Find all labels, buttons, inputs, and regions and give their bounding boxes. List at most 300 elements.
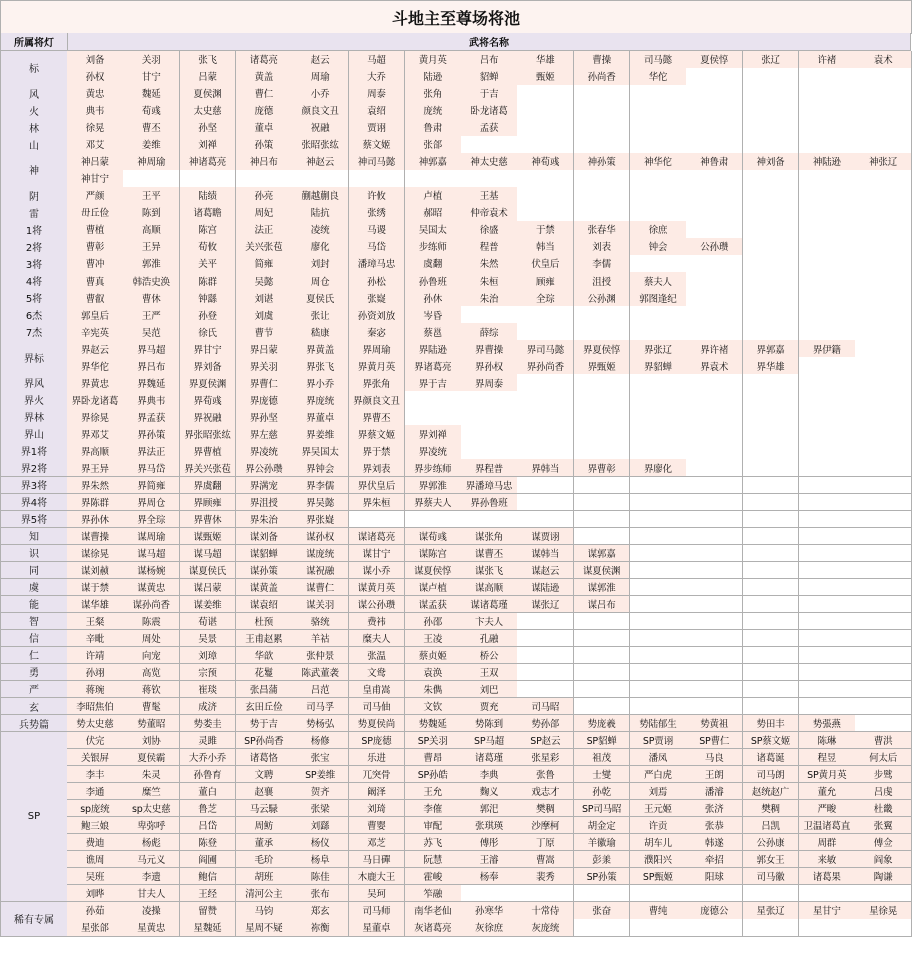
general-name-cell: 曹丕 — [123, 119, 180, 137]
empty-cell — [517, 664, 574, 682]
general-name-cell: 谋马超 — [123, 545, 180, 563]
empty-cell — [743, 681, 800, 699]
general-name-cell: 庞统 — [405, 102, 462, 120]
general-name-cell: 全琮 — [517, 289, 574, 307]
general-name-cell: 势陈到 — [461, 715, 518, 733]
general-name-cell: 太史慈 — [180, 102, 237, 120]
empty-cell — [461, 408, 518, 426]
general-name-cell: 谋甘宁 — [349, 545, 406, 563]
empty-cell — [517, 425, 574, 443]
empty-cell — [686, 187, 743, 205]
general-name-cell: 杜预 — [236, 613, 293, 631]
general-name-cell: 曹洪 — [855, 732, 912, 750]
general-name-cell: 谋卢植 — [405, 579, 462, 597]
general-name-cell: 神荀彧 — [517, 153, 574, 171]
general-name-cell: 司马懿 — [630, 51, 687, 69]
empty-cell — [799, 698, 856, 716]
empty-cell — [855, 323, 912, 341]
general-name-cell: 骆统 — [292, 613, 349, 631]
empty-cell — [517, 306, 574, 324]
general-name-cell: 灰徐庶 — [461, 919, 518, 937]
empty-cell — [743, 511, 800, 529]
general-name-cell: 夏侯霸 — [123, 749, 180, 767]
empty-cell — [743, 391, 800, 409]
general-name-cell: 于吉 — [461, 85, 518, 103]
empty-cell — [743, 102, 800, 120]
empty-cell — [630, 681, 687, 699]
empty-cell — [799, 596, 856, 614]
general-name-cell: 界曹操 — [461, 340, 518, 358]
general-name-cell: 吕凯 — [743, 817, 800, 835]
general-name-cell: 陈震 — [123, 613, 180, 631]
general-name-cell: 星董卓 — [349, 919, 406, 937]
empty-cell — [799, 647, 856, 665]
general-name-cell: 张绣 — [349, 204, 406, 222]
empty-cell — [630, 562, 687, 580]
general-name-cell: 界诸葛亮 — [405, 357, 462, 375]
empty-cell — [855, 391, 912, 409]
empty-cell — [855, 698, 912, 716]
empty-cell — [855, 613, 912, 631]
empty-cell — [574, 885, 631, 903]
general-name-cell: 谋姜维 — [180, 596, 237, 614]
empty-cell — [743, 698, 800, 716]
empty-cell — [743, 425, 800, 443]
general-name-cell: 徐晃 — [67, 119, 124, 137]
general-name-cell: 关平 — [180, 255, 237, 273]
empty-cell — [461, 391, 518, 409]
empty-cell — [574, 391, 631, 409]
general-name-cell: 谋刘赪 — [67, 562, 124, 580]
empty-cell — [630, 204, 687, 222]
empty-cell — [855, 477, 912, 495]
general-name-cell: 界吴国太 — [292, 442, 349, 460]
general-name-cell: 木鹿大王 — [349, 868, 406, 886]
empty-cell — [799, 562, 856, 580]
general-name-cell: 何太后 — [855, 749, 912, 767]
general-name-cell: 马钧 — [236, 902, 293, 920]
empty-cell — [799, 374, 856, 392]
general-name-cell: 司马徽 — [743, 868, 800, 886]
general-name-cell: 郭女王 — [743, 851, 800, 869]
general-name-cell: 阳球 — [686, 868, 743, 886]
general-name-cell: 界刘禅 — [405, 425, 462, 443]
general-name-cell: 马云騄 — [236, 800, 293, 818]
group-label: 界5将 — [0, 511, 68, 529]
general-name-cell: 星黄忠 — [123, 919, 180, 937]
empty-cell — [686, 289, 743, 307]
general-name-cell: 张星彩 — [517, 749, 574, 767]
general-name-cell: 界孙休 — [67, 511, 124, 529]
general-name-cell: 界夏侯渊 — [180, 374, 237, 392]
header-row — [0, 33, 911, 51]
general-name-cell: 谋张飞 — [461, 562, 518, 580]
general-name-cell: 张让 — [292, 306, 349, 324]
empty-cell — [799, 408, 856, 426]
general-name-cell: 杨奉 — [461, 868, 518, 886]
group-label: 6杰 — [0, 306, 68, 324]
empty-cell — [855, 255, 912, 273]
general-name-cell: 董允 — [799, 783, 856, 801]
general-name-cell: 神甘宁 — [67, 170, 124, 188]
general-name-cell: 界荀彧 — [180, 391, 237, 409]
general-name-cell: 谋郭嘉 — [574, 545, 631, 563]
empty-cell — [686, 221, 743, 239]
empty-cell — [743, 579, 800, 597]
general-name-cell: 谋关羽 — [292, 596, 349, 614]
general-name-cell: 朱儁 — [405, 681, 462, 699]
general-name-cell: 王基 — [461, 187, 518, 205]
general-name-cell: 周鲂 — [236, 817, 293, 835]
empty-cell — [517, 170, 574, 188]
general-name-cell: 裴秀 — [517, 868, 574, 886]
empty-cell — [855, 374, 912, 392]
general-name-cell: 势于吉 — [236, 715, 293, 733]
empty-cell — [686, 374, 743, 392]
empty-cell — [855, 306, 912, 324]
general-name-cell: 界高顺 — [67, 442, 124, 460]
general-name-cell: 曹植 — [67, 221, 124, 239]
general-name-cell: 曹昂 — [405, 749, 462, 767]
general-name-cell: 濮阳兴 — [630, 851, 687, 869]
general-name-cell: 界吕布 — [123, 357, 180, 375]
general-name-cell: 司马孚 — [292, 698, 349, 716]
general-name-cell: 界甘宁 — [180, 340, 237, 358]
general-name-cell: 戏志才 — [517, 783, 574, 801]
general-name-cell: 谋小乔 — [349, 562, 406, 580]
general-name-cell: 势張燕 — [799, 715, 856, 733]
empty-cell — [743, 477, 800, 495]
general-name-cell: 李通 — [67, 783, 124, 801]
general-name-cell: 马超 — [349, 51, 406, 69]
general-name-cell: 桥公 — [461, 647, 518, 665]
empty-cell — [855, 357, 912, 375]
general-name-cell: 许贡 — [630, 817, 687, 835]
general-name-cell: 谋郭淮 — [574, 579, 631, 597]
general-name-cell: 王平 — [123, 187, 180, 205]
general-name-cell: SP司马昭 — [574, 800, 631, 818]
general-name-cell: 魏延 — [123, 85, 180, 103]
general-name-cell: 谋曹丕 — [461, 545, 518, 563]
empty-cell — [574, 477, 631, 495]
empty-cell — [574, 698, 631, 716]
empty-cell — [630, 613, 687, 631]
group-label: 界2将 — [0, 459, 68, 477]
general-name-cell: 黄月英 — [405, 51, 462, 69]
group-label: 界4将 — [0, 494, 68, 512]
general-name-cell: 刘谌 — [236, 289, 293, 307]
general-name-cell: 谋诸葛亮 — [349, 528, 406, 546]
general-name-cell: 陈群 — [180, 272, 237, 290]
general-name-cell: 星张辽 — [743, 902, 800, 920]
empty-cell — [405, 170, 462, 188]
general-name-cell: 甄姬 — [517, 68, 574, 86]
empty-cell — [799, 477, 856, 495]
general-name-cell: 鲁芝 — [180, 800, 237, 818]
general-name-cell: 伏皇后 — [517, 255, 574, 273]
general-name-cell: 谋曹操 — [67, 528, 124, 546]
general-name-cell: 界黄月英 — [349, 357, 406, 375]
empty-cell — [743, 562, 800, 580]
general-name-cell: 势董昭 — [123, 715, 180, 733]
general-name-cell: 陈武董袭 — [292, 664, 349, 682]
empty-cell — [630, 545, 687, 563]
general-name-cell: 势庞羲 — [574, 715, 631, 733]
empty-cell — [799, 681, 856, 699]
empty-cell — [461, 885, 518, 903]
empty-cell — [574, 323, 631, 341]
general-name-cell: 文聘 — [236, 766, 293, 784]
general-name-cell: 诸葛瞻 — [180, 204, 237, 222]
general-name-cell: 谋张角 — [461, 528, 518, 546]
empty-cell — [574, 408, 631, 426]
general-name-cell: 牵招 — [686, 851, 743, 869]
general-name-cell: 朱治 — [461, 289, 518, 307]
empty-cell — [517, 323, 574, 341]
general-name-cell: 周妃 — [236, 204, 293, 222]
empty-cell — [574, 136, 631, 154]
general-name-cell: 界赵云 — [67, 340, 124, 358]
general-name-cell: 顾雍 — [517, 272, 574, 290]
general-name-cell: 吴班 — [67, 868, 124, 886]
empty-cell — [517, 681, 574, 699]
empty-cell — [461, 170, 518, 188]
general-name-cell: 界郭淮 — [405, 477, 462, 495]
general-name-cell: 陈到 — [123, 204, 180, 222]
general-name-cell: 南华老仙 — [405, 902, 462, 920]
general-name-cell: 韩当 — [517, 238, 574, 256]
general-name-cell: 界张角 — [349, 374, 406, 392]
general-name-cell: 灵雎 — [180, 732, 237, 750]
general-name-cell: 界朱然 — [67, 477, 124, 495]
general-name-cell: sp太史慈 — [123, 800, 180, 818]
general-name-cell: 谋孟获 — [405, 596, 462, 614]
general-name-cell: 韩浩史涣 — [123, 272, 180, 290]
general-name-cell: 吕岱 — [180, 817, 237, 835]
empty-cell — [517, 630, 574, 648]
general-name-cell: 孙翊 — [67, 664, 124, 682]
group-label: 界标 — [0, 340, 68, 375]
general-name-cell: 刘虞 — [236, 306, 293, 324]
general-name-cell: 曹叡 — [67, 289, 124, 307]
empty-cell — [574, 613, 631, 631]
general-name-cell: 羊祜 — [292, 630, 349, 648]
general-name-cell: 韩遂 — [686, 834, 743, 852]
general-name-cell: 王元姬 — [630, 800, 687, 818]
general-name-cell: 势黄祖 — [686, 715, 743, 733]
empty-cell — [630, 647, 687, 665]
general-name-cell: 袁涣 — [405, 664, 462, 682]
general-name-cell: 谋祝融 — [292, 562, 349, 580]
empty-cell — [686, 391, 743, 409]
empty-cell — [855, 408, 912, 426]
empty-cell — [630, 136, 687, 154]
general-name-cell: 法正 — [236, 221, 293, 239]
empty-cell — [743, 408, 800, 426]
empty-cell — [799, 187, 856, 205]
empty-cell — [236, 170, 293, 188]
general-name-cell: 司马师 — [349, 902, 406, 920]
empty-cell — [743, 647, 800, 665]
empty-cell — [743, 494, 800, 512]
general-name-cell: 谋刘备 — [236, 528, 293, 546]
empty-cell — [405, 511, 462, 529]
empty-cell — [855, 272, 912, 290]
empty-cell — [855, 596, 912, 614]
empty-cell — [743, 255, 800, 273]
empty-cell — [517, 85, 574, 103]
general-name-cell: 界曹仁 — [236, 374, 293, 392]
empty-cell — [630, 596, 687, 614]
general-name-cell: 灰庞统 — [517, 919, 574, 937]
general-name-cell: 钟繇 — [180, 289, 237, 307]
general-name-cell: 曹髦 — [123, 698, 180, 716]
general-name-cell: 卧龙诸葛 — [461, 102, 518, 120]
general-name-cell: 界孟获 — [123, 408, 180, 426]
empty-cell — [574, 204, 631, 222]
empty-cell — [630, 664, 687, 682]
general-name-cell: 兀突骨 — [349, 766, 406, 784]
empty-cell — [743, 919, 800, 937]
general-name-cell: 费迪 — [67, 834, 124, 852]
empty-cell — [574, 170, 631, 188]
group-label: 兵势篇 — [0, 715, 68, 733]
general-name-cell: 星张郃 — [67, 919, 124, 937]
general-name-cell: 蒯越蒯良 — [292, 187, 349, 205]
general-name-cell: 谋杨婉 — [123, 562, 180, 580]
general-name-cell: 邓艾 — [67, 136, 124, 154]
general-name-cell: 樊稠 — [517, 800, 574, 818]
general-name-cell: 界马超 — [123, 340, 180, 358]
general-name-cell: 刘焉 — [630, 783, 687, 801]
general-name-cell: 界郭嘉 — [743, 340, 800, 358]
general-name-cell: 界华雄 — [743, 357, 800, 375]
general-name-cell: 界沮授 — [236, 494, 293, 512]
general-name-cell: 程普 — [461, 238, 518, 256]
general-name-cell: 十常侍 — [517, 902, 574, 920]
empty-cell — [855, 289, 912, 307]
general-name-cell: 界孙权 — [461, 357, 518, 375]
general-name-cell: 邓芝 — [349, 834, 406, 852]
general-name-cell: 步骘 — [855, 766, 912, 784]
general-name-cell: 姜维 — [123, 136, 180, 154]
general-name-cell: 陶谦 — [855, 868, 912, 886]
general-name-cell: 伏完 — [67, 732, 124, 750]
general-name-cell: 孟获 — [461, 119, 518, 137]
general-name-cell: 谋袁绍 — [236, 596, 293, 614]
general-name-cell: 界张飞 — [292, 357, 349, 375]
general-name-cell: 谋曹仁 — [292, 579, 349, 597]
general-name-cell: 星魏延 — [180, 919, 237, 937]
empty-cell — [743, 187, 800, 205]
general-name-cell: 曹休 — [123, 289, 180, 307]
general-name-cell: 孙松 — [349, 272, 406, 290]
general-name-cell: 刘协 — [123, 732, 180, 750]
general-name-cell: 严白虎 — [630, 766, 687, 784]
general-name-cell: 皇甫嵩 — [349, 681, 406, 699]
empty-cell — [630, 442, 687, 460]
general-name-cell: 诸葛诞 — [743, 749, 800, 767]
general-name-cell: 孔融 — [461, 630, 518, 648]
general-name-cell: SP曹仁 — [686, 732, 743, 750]
general-name-cell: 谋貂蝉 — [236, 545, 293, 563]
empty-cell — [743, 204, 800, 222]
group-label: 界火 — [0, 391, 68, 409]
empty-cell — [574, 442, 631, 460]
empty-cell — [799, 119, 856, 137]
empty-cell — [743, 136, 800, 154]
general-name-cell: 嵇康 — [292, 323, 349, 341]
empty-cell — [855, 647, 912, 665]
general-name-cell: 阎圃 — [180, 851, 237, 869]
general-name-cell: 界庞德 — [236, 391, 293, 409]
general-name-cell: 界许褚 — [686, 340, 743, 358]
empty-cell — [574, 425, 631, 443]
general-name-cell: 虞翻 — [405, 255, 462, 273]
general-name-cell: 宗预 — [180, 664, 237, 682]
general-name-cell: 谋诸葛瑾 — [461, 596, 518, 614]
empty-cell — [799, 323, 856, 341]
general-name-cell: SP黄月英 — [799, 766, 856, 784]
empty-cell — [630, 102, 687, 120]
general-name-cell: 势魏延 — [405, 715, 462, 733]
general-name-cell: 神刘备 — [743, 153, 800, 171]
general-name-cell: 张翼 — [855, 817, 912, 835]
general-name-cell: 刘巴 — [461, 681, 518, 699]
empty-cell — [686, 511, 743, 529]
general-name-cell: 糜夫人 — [349, 630, 406, 648]
general-name-cell: SP孙皓 — [405, 766, 462, 784]
empty-cell — [517, 494, 574, 512]
names-column-header: 武将名称 — [67, 33, 911, 51]
general-name-cell: 界廖化 — [630, 459, 687, 477]
empty-cell — [855, 85, 912, 103]
empty-cell — [855, 715, 912, 733]
general-name-cell: 谋公孙瓒 — [349, 596, 406, 614]
empty-cell — [743, 459, 800, 477]
general-name-cell: 张梁 — [292, 800, 349, 818]
general-name-cell: 诸葛瑾 — [461, 749, 518, 767]
general-name-cell: 谋吕布 — [574, 596, 631, 614]
empty-cell — [574, 511, 631, 529]
general-name-cell: 刘封 — [292, 255, 349, 273]
general-name-cell: 卢植 — [405, 187, 462, 205]
general-name-cell: 荀谌 — [180, 613, 237, 631]
group-label: 标 — [0, 51, 68, 86]
group-label: 雷 — [0, 204, 68, 222]
general-name-cell: 赵襄 — [236, 783, 293, 801]
general-name-cell: 花鬘 — [236, 664, 293, 682]
general-name-cell: 许褚 — [799, 51, 856, 69]
general-name-cell: 曹操 — [574, 51, 631, 69]
empty-cell — [743, 323, 800, 341]
empty-cell — [799, 545, 856, 563]
empty-cell — [799, 255, 856, 273]
group-label: 阴 — [0, 187, 68, 205]
general-name-cell: 张恭 — [686, 817, 743, 835]
general-name-cell: 杜畿 — [855, 800, 912, 818]
general-name-cell: 界卧龙诸葛 — [67, 391, 124, 409]
general-name-cell: 王朗 — [686, 766, 743, 784]
group-label: 稀有专属 — [0, 902, 68, 937]
empty-cell — [855, 630, 912, 648]
general-name-cell: 界华佗 — [67, 357, 124, 375]
general-name-cell: 向宠 — [123, 647, 180, 665]
general-name-cell: 界姜维 — [292, 425, 349, 443]
general-name-cell: 界关羽 — [236, 357, 293, 375]
general-name-cell: 神诸葛亮 — [180, 153, 237, 171]
sheet-title: 斗地主至尊场将池 — [0, 0, 912, 34]
